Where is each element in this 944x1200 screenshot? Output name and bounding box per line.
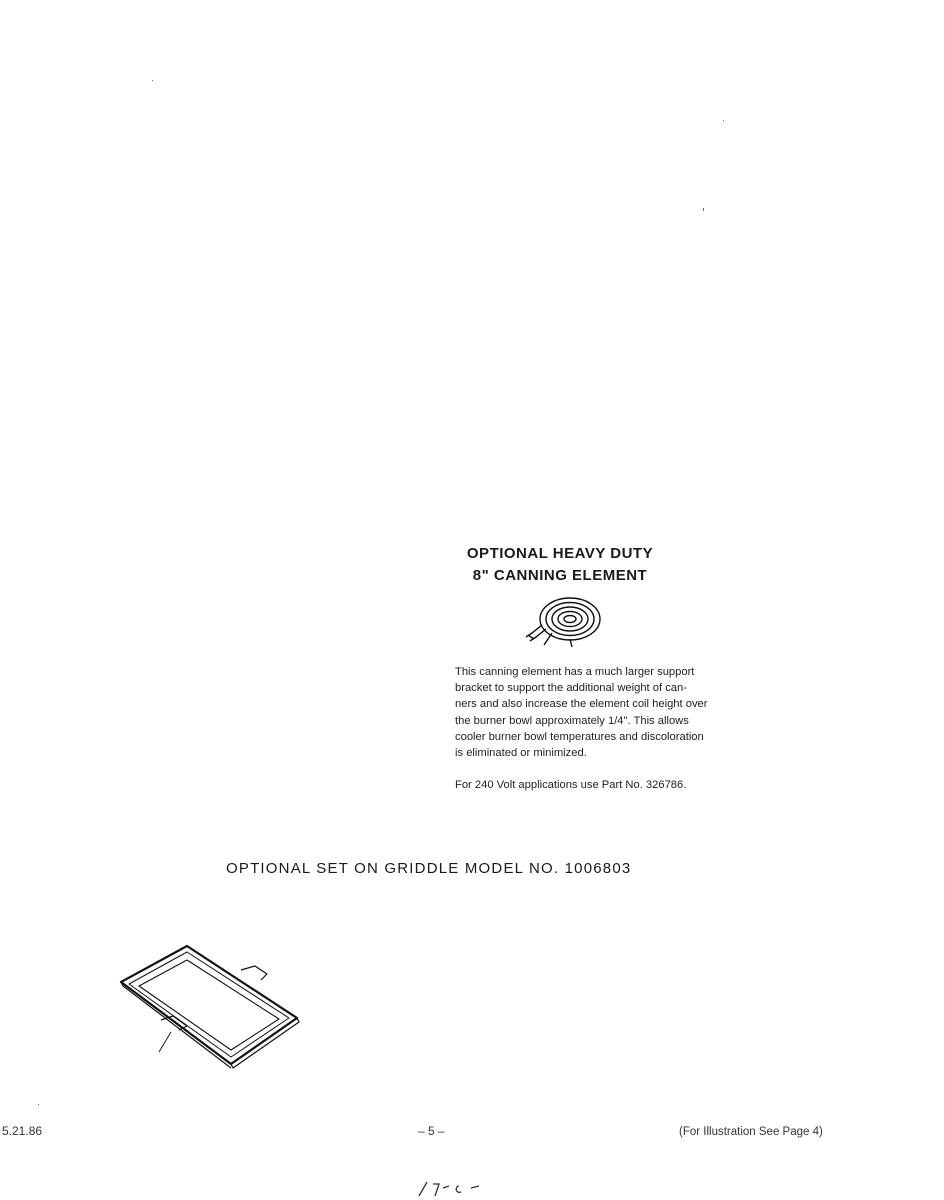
griddle-heading: OPTIONAL SET ON GRIDDLE MODEL NO. 1006803: [226, 860, 632, 877]
description-line: bracket to support the additional weight of can-: [455, 682, 687, 695]
voltage-note: For 240 Volt applications use Part No. 326786.: [455, 779, 687, 791]
document-code: 5.21.86: [2, 1124, 43, 1138]
griddle-illustration: [115, 940, 310, 1075]
illustration-reference: (For Illustration See Page 4): [679, 1126, 823, 1138]
description-line: is eliminated or minimized.: [455, 747, 587, 760]
page-number: – 5 –: [418, 1124, 445, 1138]
canning-description: [455, 664, 708, 761]
scan-speck: [703, 208, 704, 211]
scan-speck: [723, 120, 724, 121]
scan-speck: [152, 80, 153, 81]
canning-title-line2: 8" CANNING ELEMENT: [472, 567, 648, 584]
canning-heading: [440, 543, 680, 587]
canning-title-line1: OPTIONAL HEAVY DUTY: [466, 545, 654, 562]
description-line: the burner bowl approximately 1/4". This allows: [455, 714, 689, 727]
description-line: cooler burner bowl temperatures and discoloration: [455, 730, 704, 743]
handwritten-mark: [415, 1178, 495, 1200]
description-line: This canning element has a much larger support: [455, 666, 695, 678]
scan-speck: [38, 1104, 39, 1105]
description-line: ners and also increase the element coil height over: [455, 698, 708, 711]
canning-element-illustration: [522, 593, 604, 649]
